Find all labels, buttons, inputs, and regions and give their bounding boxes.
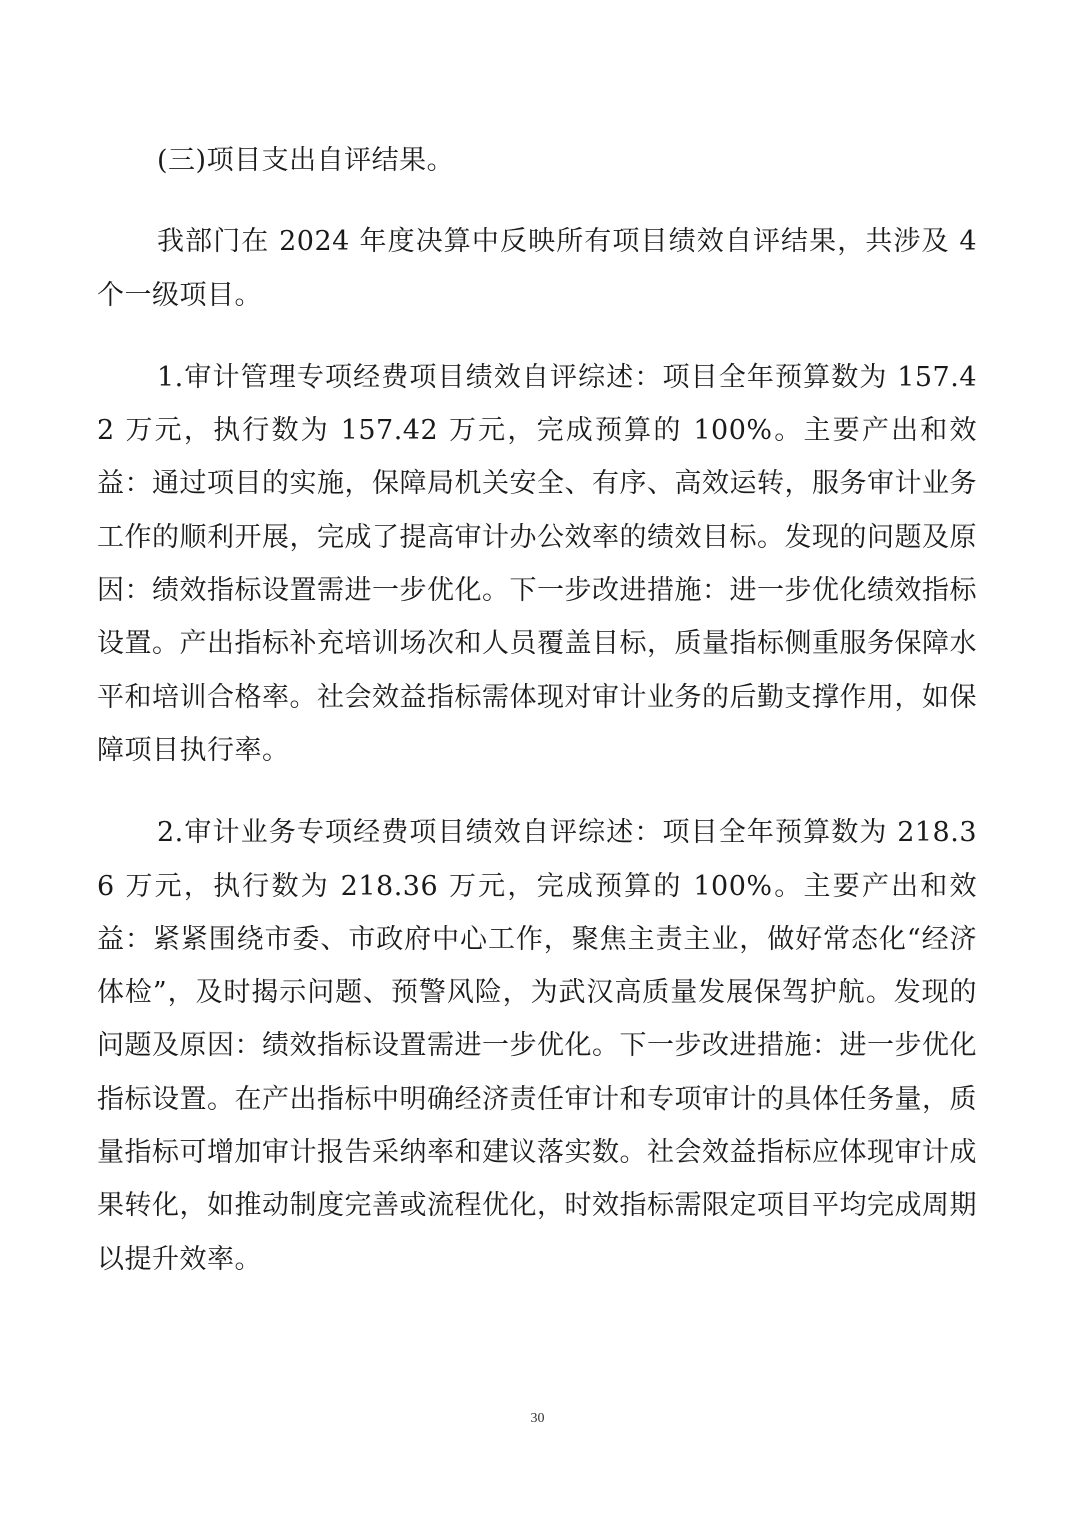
paragraph-overview: 我部门在 2024 年度决算中反映所有项目绩效自评结果，共涉及 4 个一级项目。 xyxy=(97,226,977,311)
paragraph-project-audit-business: 2.审计业务专项经费项目绩效自评综述：项目全年预算数为 218.36 万元，执行数为 218.36 万元，完成预算的 100%。主要产出和效益：紧紧围绕市委、市政府中心工作，聚焦主责主业，做好常态化“经济体检”，及时揭示问题、预警风险，为武汉高质量发展保驾护航。发现的问题及原因：绩效指标设置需进一步优化。下一步改进措施：进一步优化指标设置。在产出指标中明确经济责任审计和专项审计的具体任务量，质量指标可增加审计报告采纳率和建议落实数。社会效益指标应体现审计成果转化，如推动制度完善或流程优化，时效指标需限定项目平均完成周期以提升效率。 xyxy=(97,817,977,1275)
page-number: 30 xyxy=(530,1411,545,1426)
document-page xyxy=(97,134,977,1286)
section-heading: (三)项目支出自评结果。 xyxy=(157,145,455,176)
paragraph-project-audit-management: 1.审计管理专项经费项目绩效自评综述：项目全年预算数为 157.42 万元，执行数为 157.42 万元，完成预算的 100%。主要产出和效益：通过项目的实施，保障局机关安全、有序、高效运转，服务审计业务工作的顺利开展，完成了提高审计办公效率的绩效目标。发现的问题及原因：绩效指标设置需进一步优化。下一步改进措施：进一步优化绩效指标设置。产出指标补充培训场次和人员覆盖目标，质量指标侧重服务保障水平和培训合格率。社会效益指标需体现对审计业务的后勤支撑作用，如保障项目执行率。 xyxy=(97,361,977,766)
